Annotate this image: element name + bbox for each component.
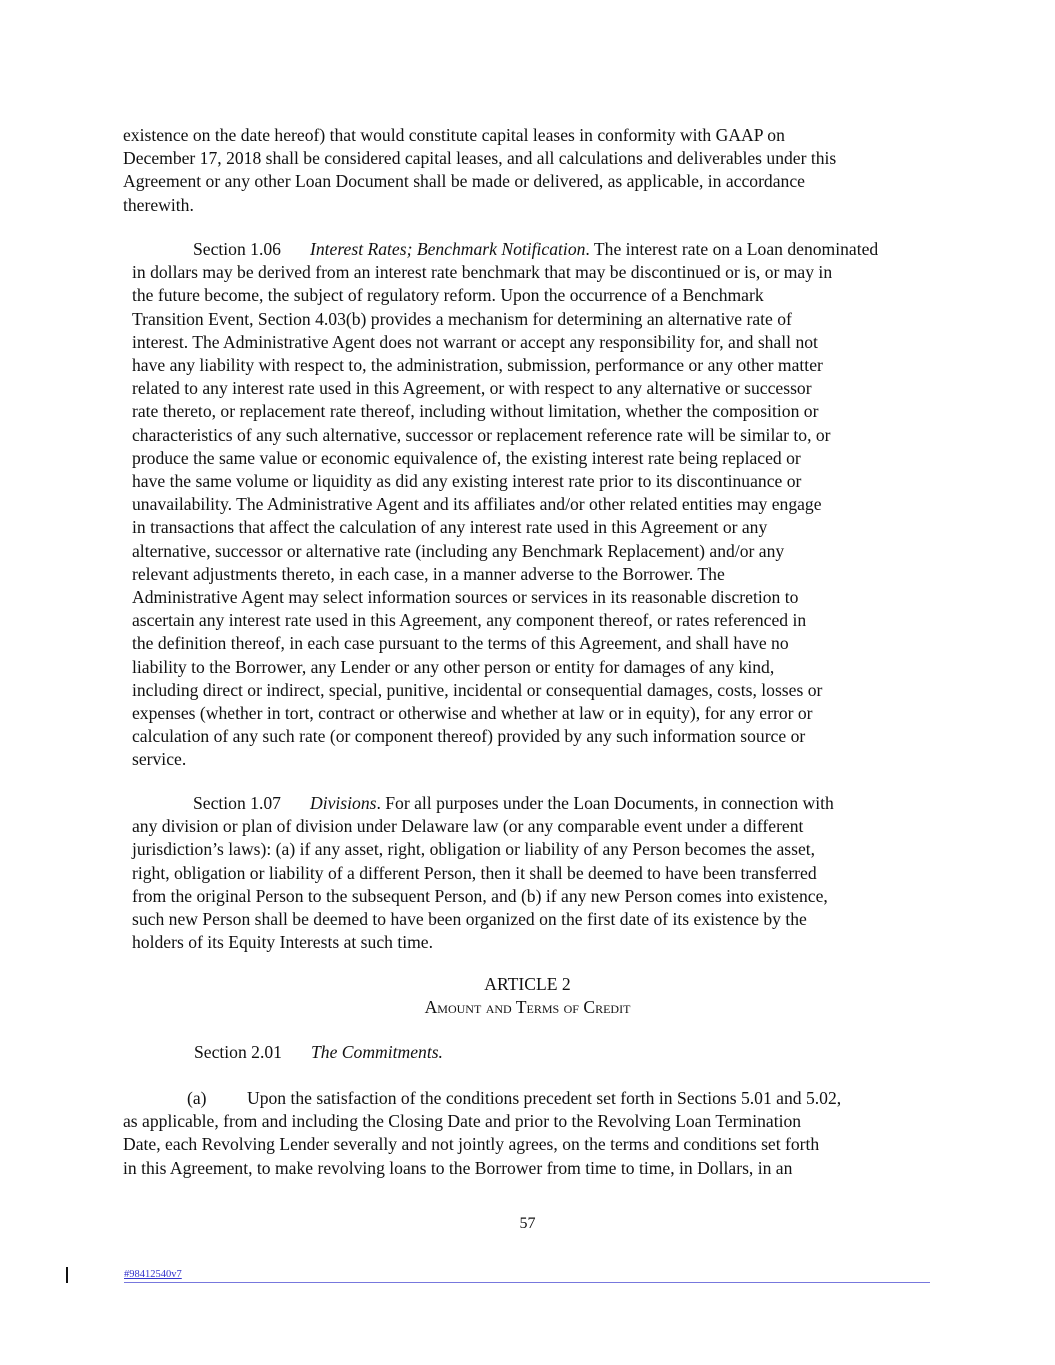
text-line: holders of its Equity Interests at such time. (132, 932, 433, 953)
text-line: alternative, successor or alternative rate (including any Benchmark Replacement) and/or any (132, 540, 785, 561)
document-id-link[interactable]: #98412540v7 (124, 1269, 182, 1280)
section-1-06-paragraph (132, 238, 878, 772)
section-title: Interest Rates; Benchmark Notification (310, 239, 586, 259)
clause-label: (a) (187, 1088, 207, 1108)
section-number: Section 1.07 (193, 793, 281, 813)
text-line: existence on the date hereof) that would constitute capital leases in conformity with GAAP on (123, 125, 785, 145)
section-1-07-paragraph (132, 792, 834, 954)
paragraph-leases-continuation (123, 124, 836, 217)
footer-rule (124, 1282, 930, 1283)
clause-a-paragraph (123, 1087, 841, 1180)
text-line: interest. The Administrative Agent does not warrant or accept any responsibility for, and shall not (132, 331, 818, 352)
section-2-01-heading (194, 1041, 443, 1064)
text-line: characteristics of any such alternative, successor or replacement reference rate will be similar to, or (132, 424, 831, 445)
text-line: such new Person shall be deemed to have been organized on the first date of its existence by the (132, 909, 807, 930)
text-line: any division or plan of division under Delaware law (or any comparable event under a different (132, 816, 804, 837)
section-heading-line (193, 792, 834, 815)
text-line: have the same volume or liquidity as did any existing interest rate prior to its discontinuance or (132, 471, 802, 492)
text-line: in this Agreement, to make revolving loans to the Borrower from time to time, in Dollars, in an (123, 1157, 793, 1178)
text-line: Date, each Revolving Lender severally and not jointly agrees, on the terms and conditions set forth (123, 1134, 820, 1155)
text-run: . The interest rate on a Loan denominated (585, 239, 879, 259)
text-line: unavailability. The Administrative Agent and its affiliates and/or other related entities may engage (132, 494, 822, 515)
text-line: relevant adjustments thereto, in each case, in a manner adverse to the Borrower. The (132, 563, 725, 584)
text-line: produce the same value or economic equivalence of, the existing interest rate being replaced or (132, 447, 801, 468)
section-number: Section 1.06 (193, 239, 281, 259)
section-heading-line (193, 238, 878, 261)
article-number: ARTICLE 2 (484, 974, 571, 994)
text-line: the definition thereof, in each case pursuant to the terms of this Agreement, and shall have no (132, 633, 789, 654)
section-title: Divisions (310, 793, 377, 813)
section-number: Section 2.01 (194, 1042, 282, 1062)
text-line: ascertain any interest rate used in this Agreement, any component thereof, or rates referenced in (132, 610, 807, 631)
text-line: jurisdiction’s laws): (a) if any asset, right, obligation or liability of any Person becomes the asset, (132, 839, 816, 860)
section-title: The Commitments. (311, 1042, 443, 1062)
text-line: Transition Event, Section 4.03(b) provides a mechanism for determining an alternative rate of (132, 308, 792, 329)
text-line: in transactions that affect the calculation of any interest rate used in this Agreement or any (132, 517, 768, 538)
article-title: Amount and Terms of Credit (424, 997, 631, 1018)
text-line: from the original Person to the subsequent Person, and (b) if any new Person comes into existence, (132, 885, 828, 906)
text-run: . For all purposes under the Loan Documents, in connection with (376, 793, 834, 813)
text-line: including direct or indirect, special, punitive, incidental or consequential damages, costs, losses or (132, 679, 823, 700)
text-line: related to any interest rate used in this Agreement, or with respect to any alternative or successor (132, 378, 812, 399)
text-line: therewith. (123, 194, 194, 215)
page-number: 57 (519, 1215, 536, 1232)
revision-change-bar (66, 1267, 68, 1283)
text-line: have any liability with respect to, the administration, submission, performance or any other matter (132, 355, 823, 376)
text-line: the future become, the subject of regulatory reform. Upon the occurrence of a Benchmark (132, 285, 764, 306)
text-line: service. (132, 749, 187, 770)
text-line: liability to the Borrower, any Lender or any other person or entity for damages of any kind, (132, 656, 775, 677)
text-line: December 17, 2018 shall be considered capital leases, and all calculations and deliverables under this (123, 148, 837, 169)
text-run: Upon the satisfaction of the conditions precedent set forth in Sections 5.01 and 5.02, (247, 1088, 842, 1108)
text-line: right, obligation or liability of a different Person, then it shall be deemed to have been transferred (132, 862, 817, 883)
text-line: Administrative Agent may select information sources or services in its reasonable discretion to (132, 587, 799, 608)
text-line: rate thereto, or replacement rate thereof, including without limitation, whether the composition or (132, 401, 819, 422)
clause-first-line (187, 1087, 841, 1110)
text-line: calculation of any such rate (or component thereof) provided by any such information source or (132, 726, 806, 747)
text-line: Agreement or any other Loan Document shall be made or delivered, as applicable, in accordance (123, 171, 805, 192)
text-line: in dollars may be derived from an interest rate benchmark that may be discontinued or is, or may in (132, 262, 833, 283)
text-line: expenses (whether in tort, contract or otherwise and whether at law or in equity), for any error or (132, 703, 813, 724)
text-line: as applicable, from and including the Closing Date and prior to the Revolving Loan Termination (123, 1111, 802, 1132)
article-heading-block (0, 973, 1055, 1019)
